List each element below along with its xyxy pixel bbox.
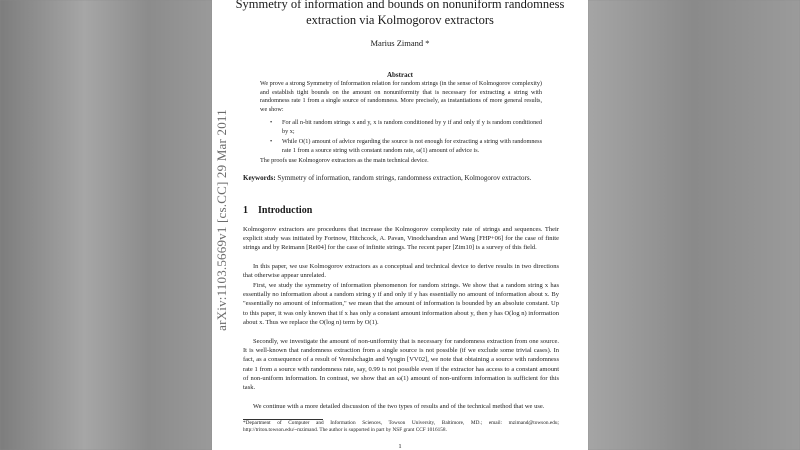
paper-title-line2: extraction via Kolmogorov extractors <box>306 13 494 27</box>
paper-title-line1: Symmetry of information and bounds on nonuniform randomness <box>235 0 565 11</box>
paper-page <box>212 0 588 450</box>
background-left <box>0 0 212 450</box>
bullet-icon: • <box>270 119 273 126</box>
section-title: Introduction <box>258 205 313 216</box>
arxiv-stamp <box>213 100 231 340</box>
section-number: 1 <box>243 205 248 216</box>
section-heading <box>243 205 312 216</box>
bullet-text: While O(1) amount of advice regarding the source is not enough for extracting a string with randomness rate 1 from a source string with constant random rate, ω(1) amount of advice is. <box>282 138 542 154</box>
abstract-heading: Abstract <box>386 71 414 79</box>
bullet-text: For all n-bit random strings x and y, x is random conditioned by y if and only if y is random conditioned by x; <box>282 119 542 135</box>
bullet-icon: • <box>270 138 273 145</box>
paragraph: In this paper, we use Kolmogorov extractors as a conceptual and technical device to derive results in two directions that otherwise appear unrelated. <box>243 263 559 280</box>
keywords <box>243 173 557 183</box>
page-number: 1 <box>398 443 402 450</box>
keywords-text: Symmetry of information, random strings, randomness extraction, Kolmogorov extractors. <box>277 174 532 182</box>
arxiv-id: arXiv:1103.5669v1 [cs.CC] 29 Mar 2011 <box>214 109 229 331</box>
paragraph: First, we study the symmetry of information phenomenon for random strings. We show that a random string x has essentially no information about a random string y if and only if y has essentially no amount of information about x. By "essentially no amount of information," we mean that the amount of information is bounded by an absolute constant. Up to this paper, it was only known that if x has only a constant amount information about y, then y has O(log n) information about x. Thus we replace the O(log n) term by O(1). <box>243 282 559 326</box>
background-right <box>588 0 800 450</box>
paragraph: Secondly, we investigate the amount of non-uniformity that is necessary for randomness extraction from one source. It is well-known that randomness extraction from a single source is not possible (if we exclude some trivial cases). In fact, as a consequence of a result of Vereshchagin and Vyugin [VV02], we note that obtaining a source with randomness rate 1 from a source with randomness rate, say, 0.99 is not possible even if the extractor has access to a constant amount of non-uniform information. In contrast, we show that an ω(1) amount of non-uniform information is sufficient for this task. <box>243 338 559 392</box>
author: Marius Zimand * <box>370 38 430 48</box>
paragraph: Kolmogorov extractors are procedures that increase the Kolmogorov complexity rate of strings and sequences. Their explicit study was initiated by Fortnow, Hitchcock, A. Pavan, Vinodchandran and Wang [FHP+06] for the case of finite strings and by Reimann [Rei04] for the case of infinite strings. The recent paper [Zim10] is a survey of this field. <box>243 226 559 252</box>
abstract-text: We prove a strong Symmetry of Information relation for random strings (in the sense of Kolmogorov complexity) and establish tight bounds on the amount on nonuniformity that is necessary for extracting a string with randomness rate 1 from a single source of randomness. More precisely, as instantiations of more general results, we show: <box>260 80 542 113</box>
keywords-label: Keywords: <box>243 174 276 182</box>
footnote: *Department of Computer and Information Sciences, Towson University, Baltimore, MD.; email: mzimand@towson.edu; http://triton.towson.edu/~mzimand. The author is supported in part by NSF grant CCF 1016158. <box>243 420 559 434</box>
paragraph: We continue with a more detailed discussion of the two types of results and of the technical method that we use. <box>253 403 545 410</box>
abstract-bullet <box>260 138 542 155</box>
abstract-end: The proofs use Kolmogorov extractors as the main technical device. <box>260 157 429 164</box>
abstract-bullet <box>260 119 542 136</box>
